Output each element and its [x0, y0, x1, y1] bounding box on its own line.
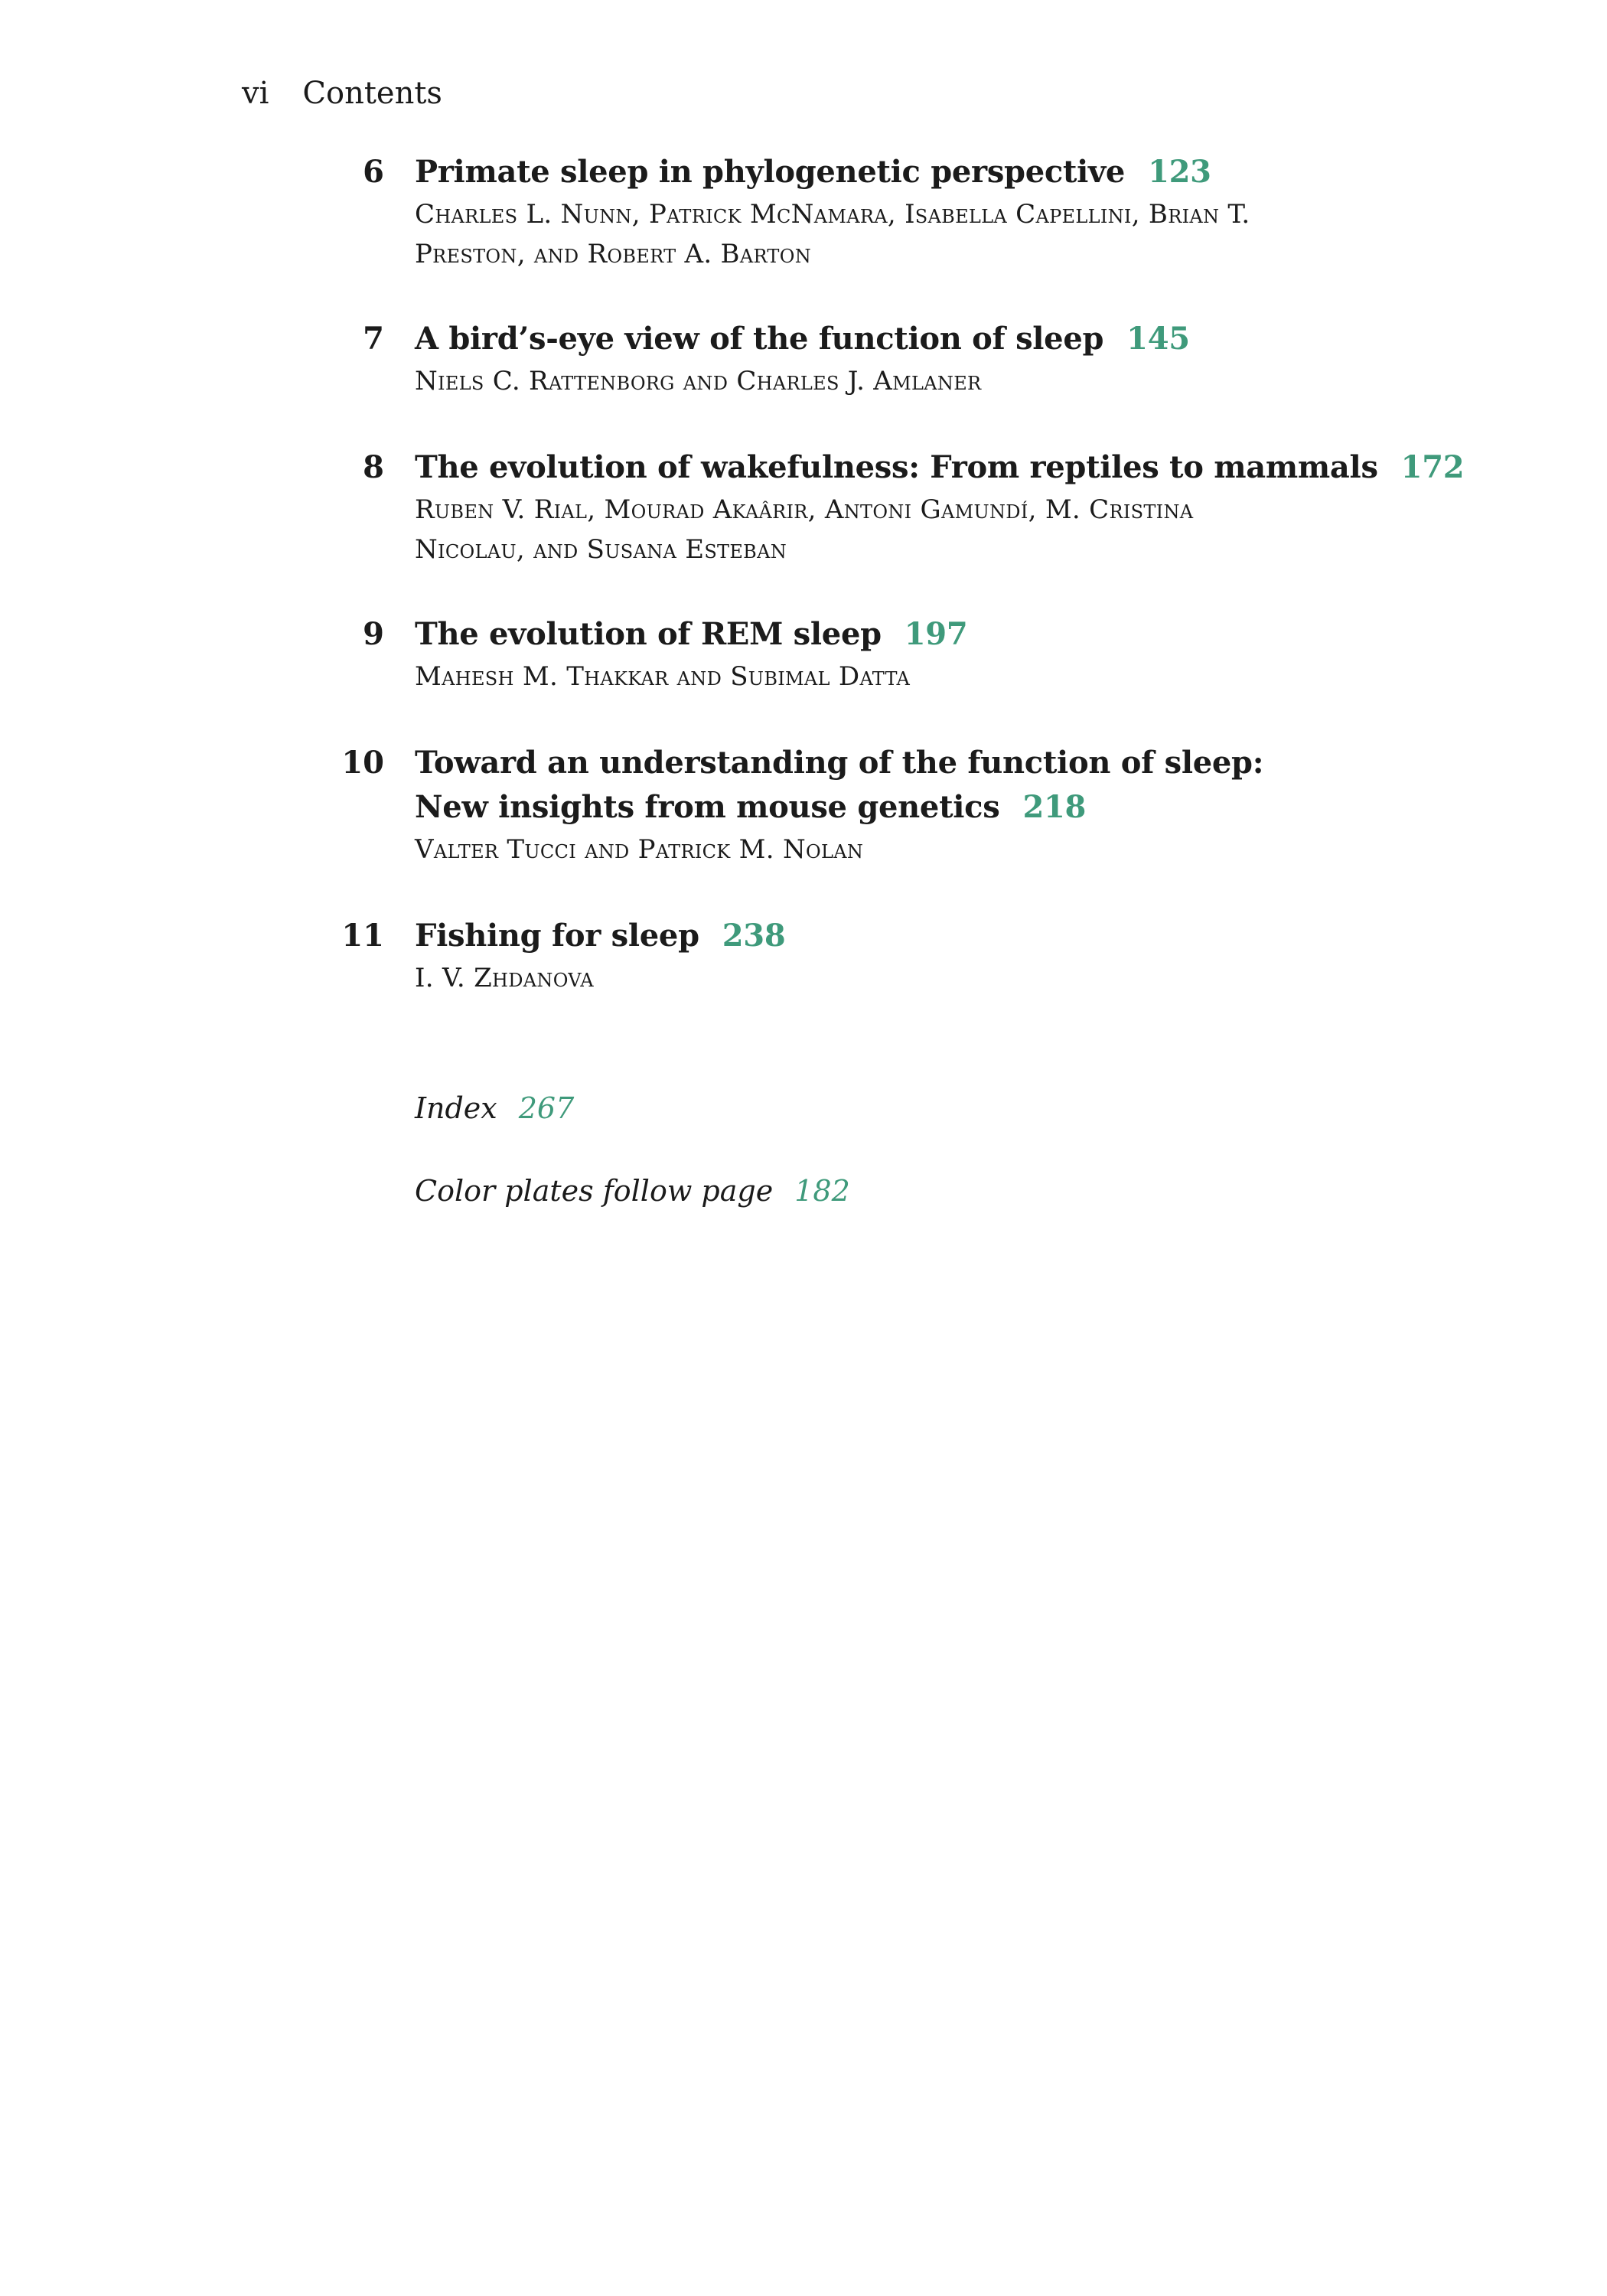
chapter-title-line [415, 914, 1394, 958]
chapter-page-number[interactable]: 123 [1148, 154, 1211, 190]
chapter-title-line [415, 445, 1465, 490]
index-label[interactable]: Index [415, 1091, 497, 1125]
color-plates-label[interactable]: Color plates follow page [415, 1174, 774, 1208]
color-plates-page-number[interactable]: 182 [794, 1174, 850, 1208]
running-head [242, 73, 442, 113]
toc-entry-color-plates[interactable] [415, 1171, 850, 1211]
chapter-title-line [415, 317, 1394, 361]
chapter-title[interactable]: The evolution of wakefulness: From reptiles to mammals [415, 449, 1378, 485]
chapter-authors-line: I. V. Zhdanova [415, 963, 594, 993]
chapter-page-number[interactable]: 238 [722, 918, 786, 954]
chapter-number: 8 [363, 449, 384, 485]
chapter-title-line-2 [415, 785, 1394, 830]
chapter-authors-line: Nicolau, and Susana Esteban [415, 534, 787, 565]
chapter-number: 9 [363, 616, 384, 652]
chapter-number: 7 [363, 321, 384, 357]
chapter-title-line [415, 612, 1394, 657]
chapter-authors-line: Niels C. Rattenborg and Charles J. Amlaner [415, 366, 982, 396]
chapter-number: 11 [341, 918, 384, 954]
chapter-page-number[interactable]: 197 [904, 616, 968, 652]
toc-entry-index[interactable] [415, 1088, 574, 1128]
chapter-page-number[interactable]: 172 [1400, 449, 1465, 485]
chapter-title[interactable]: Fishing for sleep [415, 918, 699, 954]
chapter-title[interactable]: The evolution of REM sleep [415, 616, 882, 652]
index-page-number[interactable]: 267 [518, 1091, 575, 1125]
chapter-page-number[interactable]: 145 [1126, 321, 1190, 357]
chapter-authors-line: Mahesh M. Thakkar and Subimal Datta [415, 661, 911, 692]
chapter-authors-line: Charles L. Nunn, Patrick McNamara, Isabella Capellini, Brian T. [415, 199, 1250, 230]
chapter-title[interactable]: Primate sleep in phylogenetic perspective [415, 154, 1126, 190]
page-folio: vi [242, 76, 269, 111]
chapter-title-line-1 [415, 741, 1394, 785]
chapter-title[interactable]: A bird’s-eye view of the function of sleep [415, 321, 1104, 357]
running-head-title: Contents [302, 76, 442, 111]
chapter-title-line [415, 150, 1394, 194]
chapter-title-continued[interactable]: New insights from mouse genetics [415, 789, 1000, 825]
chapter-title[interactable]: Toward an understanding of the function of sleep: [415, 745, 1264, 781]
chapter-number: 10 [341, 745, 384, 781]
chapter-authors-line: Valter Tucci and Patrick M. Nolan [415, 834, 864, 865]
chapter-authors-line: Preston, and Robert A. Barton [415, 239, 812, 269]
chapter-authors-line: Ruben V. Rial, Mourad Akaârir, Antoni Gamundí, M. Cristina [415, 494, 1194, 525]
chapter-page-number[interactable]: 218 [1022, 789, 1087, 825]
chapter-number: 6 [363, 154, 384, 190]
